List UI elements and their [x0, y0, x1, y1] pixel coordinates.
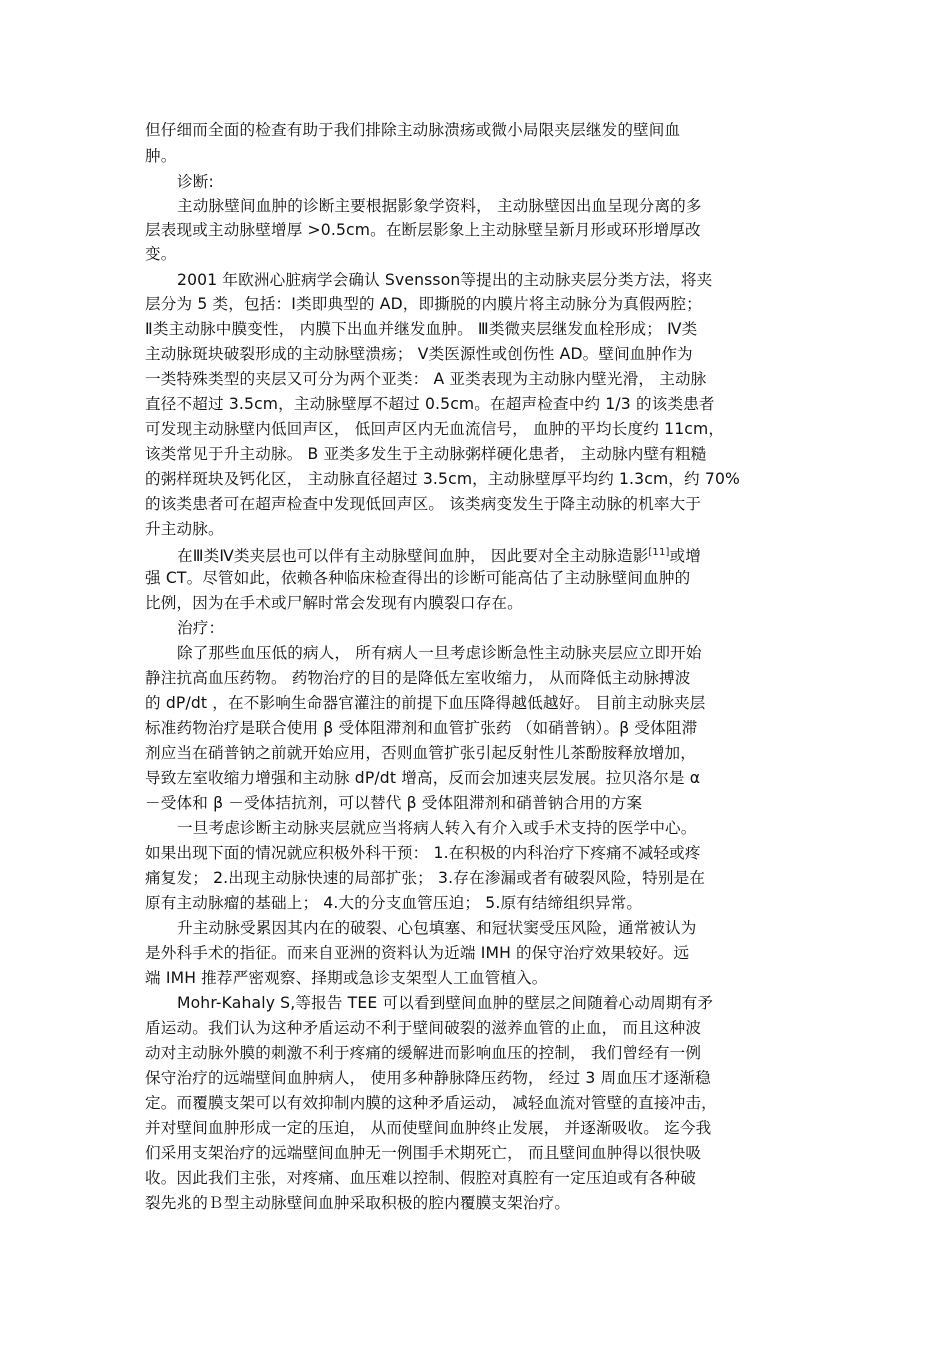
text-line: 端 IMH 推荐严密观察、择期或急诊支架型人工血管植入。	[145, 969, 548, 987]
section-heading: 诊断:	[177, 173, 214, 191]
text-line: 静注抗高血压药物。 药物治疗的目的是降低左室收缩力， 从而降低主动脉搏波	[145, 669, 691, 687]
text-line: 2001 年欧洲心脏病学会确认 Svensson等提出的主动脉夹层分类方法，将夹	[177, 271, 713, 289]
text-line: 是外科手术的指征。而来自亚洲的资料认为近端 IMH 的保守治疗效果较好。远	[145, 944, 690, 962]
text-line: －受体和 β －受体拮抗剂，可以替代 β 受体阻滞剂和硝普钠合用的方案	[145, 794, 643, 812]
text-line: 裂先兆的Ｂ型主动脉壁间血肿采取积极的腔内覆膜支架治疗。	[145, 1194, 571, 1212]
text-line: 可发现主动脉壁内低回声区， 低回声区内无血流信号， 血肿的平均长度约 11cm，	[145, 420, 725, 438]
text-line: 除了那些血压低的病人， 所有病人一旦考虑诊断急性主动脉夹层应立即开始	[177, 644, 702, 662]
section-heading: 治疗：	[177, 619, 225, 637]
text-segment: 或增	[669, 547, 702, 566]
text-line: 痛复发； 2.出现主动脉快速的局部扩张； 3.存在渗漏或者有破裂风险，特别是在	[145, 869, 706, 887]
text-line: 直径不超过 3.5cm，主动脉壁厚不超过 0.5cm。在超声检查中约 1/3 的该类患者	[145, 395, 715, 413]
text-line: 动对主动脉外膜的刺激不利于疼痛的缓解进而影响血压的控制， 我们曾经有一例	[145, 1044, 702, 1062]
text-line: 的该类患者可在超声检查中发现低回声区。 该类病变发生于降主动脉的机率大于	[145, 495, 702, 513]
text-line: 一旦考虑诊断主动脉夹层就应当将病人转入有介入或手术支持的医学中心。	[177, 819, 697, 837]
text-line: 升主动脉受累因其内在的破裂、心包填塞、和冠状窦受压风险，通常被认为	[177, 919, 697, 937]
text-line: 盾运动。我们认为这种矛盾运动不利于壁间破裂的滋养血管的止血， 而且这种波	[145, 1019, 702, 1037]
text-line	[177, 540, 701, 566]
text-line: 主动脉壁间血肿的诊断主要根据影象学资料， 主动脉壁因出血呈现分离的多	[177, 197, 702, 215]
text-line: 的 dP/dt ，在不影响生命器官灌注的前提下血压降得越低越好。 目前主动脉夹层	[145, 694, 706, 712]
text-line: 该类常见于升主动脉。 B 亚类多发生于主动脉粥样硬化患者， 主动脉内壁有粗糙	[145, 445, 707, 463]
text-line: 并对壁间血肿形成一定的压迫， 从而使壁间血肿终止发展， 并逐渐吸收。 迄今我	[145, 1119, 712, 1137]
text-line: 肿。	[145, 147, 177, 165]
text-line: 但仔细而全面的检查有助于我们排除主动脉溃疡或微小局限夹层继发的壁间血	[145, 121, 681, 139]
text-segment: 在Ⅲ类Ⅳ类夹层也可以伴有主动脉壁间血肿， 因此要对全主动脉造影	[177, 547, 649, 566]
text-line: 主动脉斑块破裂形成的主动脉壁溃疡； Ⅴ类医源性或创伤性 AD。壁间血肿作为	[145, 345, 693, 363]
text-line: Ⅱ类主动脉中膜变性， 内膜下出血并继发血肿。 Ⅲ类微夹层继发血栓形成； Ⅳ类	[145, 320, 698, 338]
text-line: 导致左室收缩力增强和主动脉 dP/dt 增高，反而会加速夹层发展。拉贝洛尔是 α	[145, 769, 701, 787]
text-line: 一类特殊类型的夹层又可分为两个亚类： A 亚类表现为主动脉内壁光滑， 主动脉	[145, 370, 707, 388]
text-line: 剂应当在硝普钠之前就开始应用，否则血管扩张引起反射性儿茶酚胺释放增加，	[145, 744, 697, 762]
text-line: 的粥样斑块及钙化区， 主动脉直径超过 3.5cm，主动脉壁厚平均约 1.3cm，约 70%	[145, 470, 740, 488]
text-line: 层分为 5 类，包括：Ⅰ类即典型的 AD，即撕脱的内膜片将主动脉分为真假两腔；	[145, 295, 702, 313]
text-line: Mohr-Kahaly S,等报告 TEE 可以看到壁间血肿的壁层之间随着心动周期有矛	[177, 994, 714, 1012]
text-line: 层表现或主动脉壁增厚 >0.5cm。在断层影象上主动脉壁呈新月形或环形增厚改	[145, 221, 701, 239]
text-line: 们采用支架治疗的远端壁间血肿无一例围手术期死亡， 而且壁间血肿得以很快吸	[145, 1144, 702, 1162]
text-line: 强 CT。尽管如此，依赖各种临床检查得出的诊断可能高估了主动脉壁间血肿的	[145, 569, 691, 587]
text-line: 如果出现下面的情况就应积极外科干预： 1.在积极的内科治疗下疼痛不减轻或疼	[145, 844, 701, 862]
text-line: 标准药物治疗是联合使用 β 受体阻滞剂和血管扩张药 （如硝普钠）。β 受体阻滞	[145, 719, 698, 737]
text-line: 定。而覆膜支架可以有效抑制内膜的这种矛盾运动， 减轻血流对管壁的直接冲击，	[145, 1094, 717, 1112]
text-line: 比例，因为在手术或尸解时常会发现有内膜裂口存在。	[145, 594, 523, 612]
text-line: 收。因此我们主张，对疼痛、血压难以控制、假腔对真腔有一定压迫或有各种破	[145, 1169, 697, 1187]
text-line: 变。	[145, 245, 177, 263]
text-line: 升主动脉。	[145, 520, 224, 538]
text-line: 保守治疗的远端壁间血肿病人， 使用多种静脉降压药物， 经过 3 周血压才逐渐稳	[145, 1069, 711, 1087]
text-line: 原有主动脉瘤的基础上； 4.大的分支血管压迫； 5.原有结缔组织异常。	[145, 894, 643, 912]
citation-reference: [11]	[648, 547, 670, 558]
